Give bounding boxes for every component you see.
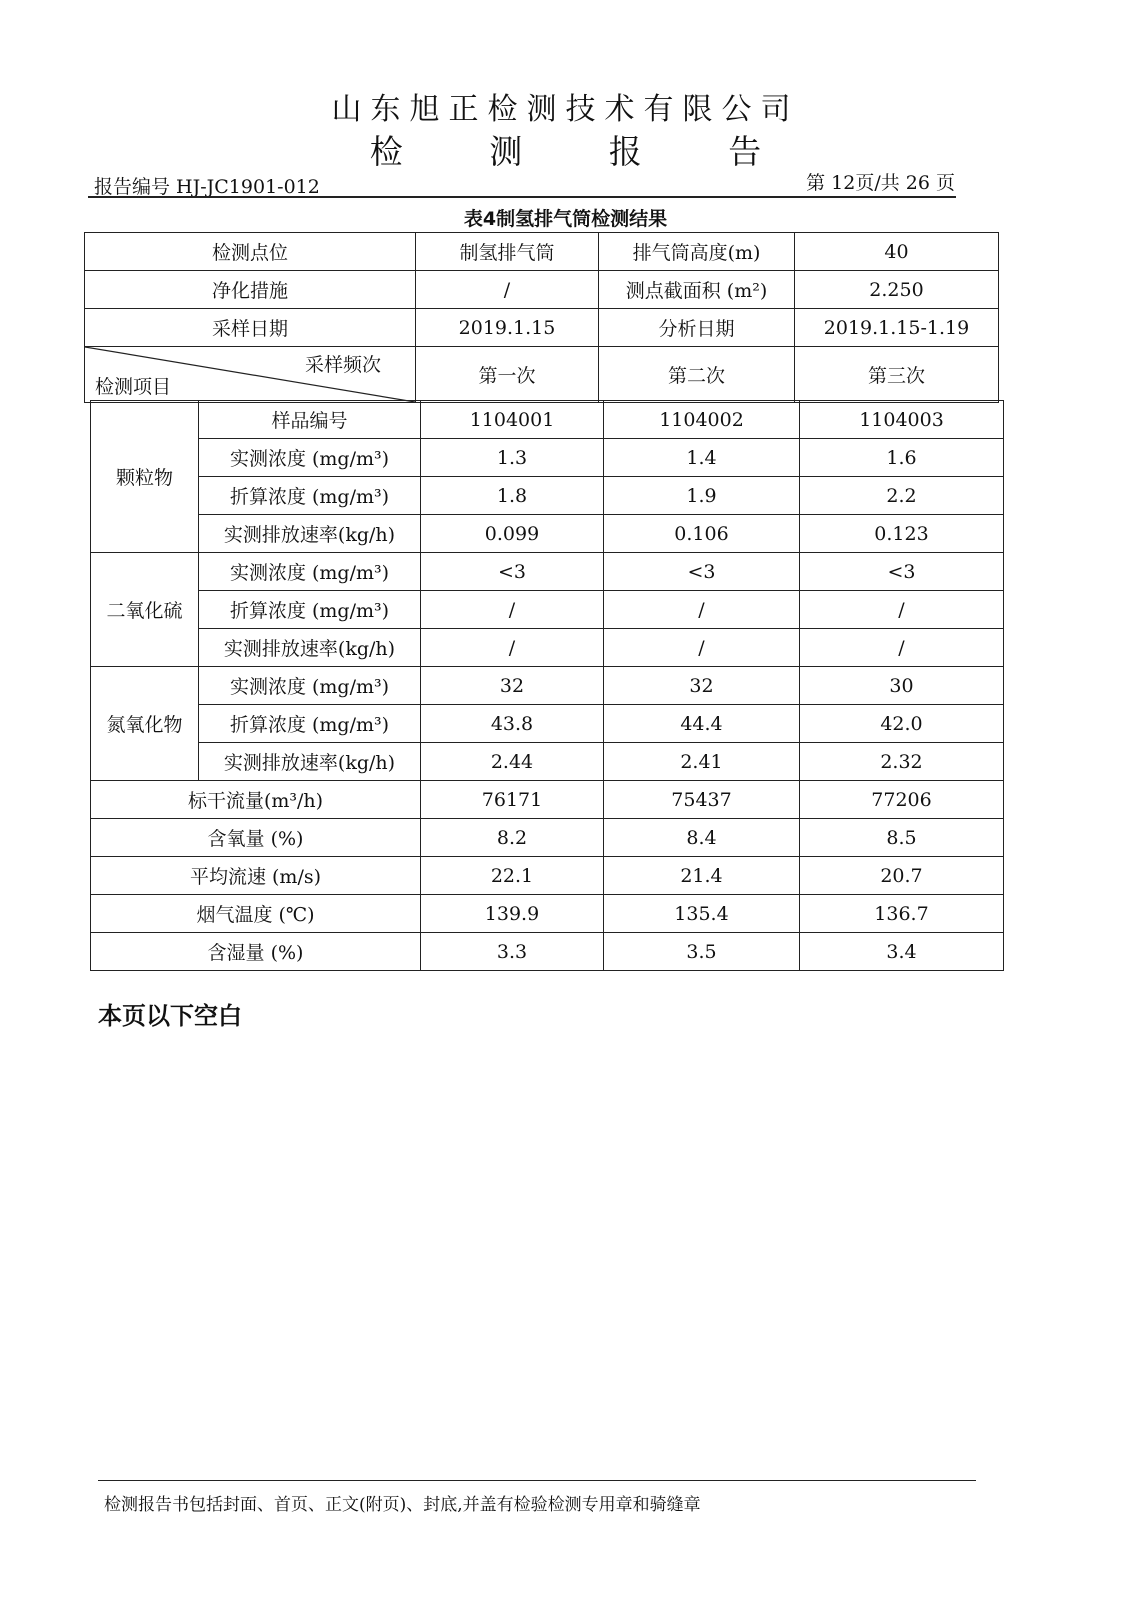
table-row <box>91 819 1004 857</box>
cell-value: 2.41 <box>604 743 800 781</box>
cell-value: 1.9 <box>604 477 800 515</box>
table-row <box>85 271 999 309</box>
cell-value: 1.8 <box>421 477 604 515</box>
cell-label: 净化措施 <box>85 271 416 309</box>
row-label: 实测浓度 (mg/m³) <box>199 667 421 705</box>
cell-value: 43.8 <box>421 705 604 743</box>
cell-value: 0.099 <box>421 515 604 553</box>
diagonal-header-cell <box>85 347 416 403</box>
table-row <box>91 895 1004 933</box>
cell-value: 1.4 <box>604 439 800 477</box>
row-label: 实测排放速率(kg/h) <box>199 743 421 781</box>
table-row <box>91 743 1004 781</box>
cell-value: 30 <box>800 667 1004 705</box>
cell-value: 77206 <box>800 781 1004 819</box>
company-name: 山东旭正检测技术有限公司 <box>331 92 800 127</box>
cell-value: 135.4 <box>604 895 800 933</box>
row-label: 实测排放速率(kg/h) <box>199 515 421 553</box>
row-label: 实测浓度 (mg/m³) <box>199 553 421 591</box>
cell-value: 1104002 <box>604 401 800 439</box>
cell-value: 2.250 <box>795 271 999 309</box>
cell-value: 8.2 <box>421 819 604 857</box>
cell-value: 0.123 <box>800 515 1004 553</box>
results-table <box>90 400 1004 971</box>
table-row <box>91 515 1004 553</box>
cell-value: 75437 <box>604 781 800 819</box>
row-label: 样品编号 <box>199 401 421 439</box>
cell-value: 136.7 <box>800 895 1004 933</box>
cell-label: 排气筒高度(m) <box>599 233 795 271</box>
cell-value: / <box>604 591 800 629</box>
cell-value: 1.6 <box>800 439 1004 477</box>
table-row <box>91 439 1004 477</box>
row-label: 折算浓度 (mg/m³) <box>199 477 421 515</box>
cell-label: 分析日期 <box>599 309 795 347</box>
frequency-header: 采样频次 <box>304 354 381 376</box>
cell-label: 测点截面积 (m²) <box>599 271 795 309</box>
row-label: 折算浓度 (mg/m³) <box>199 705 421 743</box>
blank-page-note: 本页以下空白 <box>98 1002 242 1030</box>
table-row <box>91 591 1004 629</box>
table-row <box>91 629 1004 667</box>
cell-value: 1104001 <box>421 401 604 439</box>
table-row <box>91 553 1004 591</box>
cell-value: / <box>800 591 1004 629</box>
cell-value: 1104003 <box>800 401 1004 439</box>
footer-note: 检测报告书包括封面、首页、正文(附页)、封底,并盖有检验检测专用章和骑缝章 <box>104 1495 701 1515</box>
cell-value: / <box>421 591 604 629</box>
item-header: 检测项目 <box>95 376 172 398</box>
row-label: 标干流量(m³/h) <box>91 781 421 819</box>
group-label: 氮氧化物 <box>91 667 199 781</box>
cell-value: 2.44 <box>421 743 604 781</box>
cell-value: <3 <box>604 553 800 591</box>
table-row <box>91 781 1004 819</box>
table-title: 表4制氢排气筒检测结果 <box>463 208 668 230</box>
header-divider <box>88 196 956 198</box>
document-title: 检 测 报 告 <box>369 132 800 171</box>
cell-value: 3.3 <box>421 933 604 971</box>
cell-value: 制氢排气筒 <box>416 233 599 271</box>
footer-divider <box>98 1480 976 1481</box>
cell-value: 3.4 <box>800 933 1004 971</box>
row-label: 含氧量 (%) <box>91 819 421 857</box>
table-row <box>85 309 999 347</box>
cell-value: 2.32 <box>800 743 1004 781</box>
cell-value: 32 <box>604 667 800 705</box>
row-label: 实测浓度 (mg/m³) <box>199 439 421 477</box>
table-row <box>91 401 1004 439</box>
table-row <box>91 705 1004 743</box>
table-row <box>91 477 1004 515</box>
row-label: 含湿量 (%) <box>91 933 421 971</box>
cell-value: 8.5 <box>800 819 1004 857</box>
cell-value: 44.4 <box>604 705 800 743</box>
cell-value: 20.7 <box>800 857 1004 895</box>
cell-value: 139.9 <box>421 895 604 933</box>
group-label: 颗粒物 <box>91 401 199 553</box>
cell-value: 1.3 <box>421 439 604 477</box>
cell-value: 2.2 <box>800 477 1004 515</box>
cell-value: <3 <box>800 553 1004 591</box>
table-row <box>91 667 1004 705</box>
cell-value: / <box>800 629 1004 667</box>
cell-label: 采样日期 <box>85 309 416 347</box>
cell-value: / <box>416 271 599 309</box>
table-row <box>91 933 1004 971</box>
report-number: 报告编号 HJ-JC1901-012 <box>94 176 320 198</box>
cell-value: 22.1 <box>421 857 604 895</box>
table-header-row <box>85 347 999 403</box>
page-indicator: 第 12页/共 26 页 <box>806 172 955 194</box>
cell-value: 42.0 <box>800 705 1004 743</box>
column-header: 第二次 <box>599 347 795 403</box>
row-label: 平均流速 (m/s) <box>91 857 421 895</box>
column-header: 第一次 <box>416 347 599 403</box>
cell-value: / <box>604 629 800 667</box>
cell-value: 2019.1.15-1.19 <box>795 309 999 347</box>
cell-value: 8.4 <box>604 819 800 857</box>
cell-value: 32 <box>421 667 604 705</box>
table-row <box>85 233 999 271</box>
cell-value: 76171 <box>421 781 604 819</box>
group-label: 二氧化硫 <box>91 553 199 667</box>
cell-value: / <box>421 629 604 667</box>
cell-label: 检测点位 <box>85 233 416 271</box>
cell-value: 40 <box>795 233 999 271</box>
info-table <box>84 232 999 403</box>
cell-value: <3 <box>421 553 604 591</box>
cell-value: 3.5 <box>604 933 800 971</box>
cell-value: 21.4 <box>604 857 800 895</box>
row-label: 实测排放速率(kg/h) <box>199 629 421 667</box>
row-label: 烟气温度 (℃) <box>91 895 421 933</box>
cell-value: 2019.1.15 <box>416 309 599 347</box>
table-row <box>91 857 1004 895</box>
column-header: 第三次 <box>795 347 999 403</box>
row-label: 折算浓度 (mg/m³) <box>199 591 421 629</box>
cell-value: 0.106 <box>604 515 800 553</box>
